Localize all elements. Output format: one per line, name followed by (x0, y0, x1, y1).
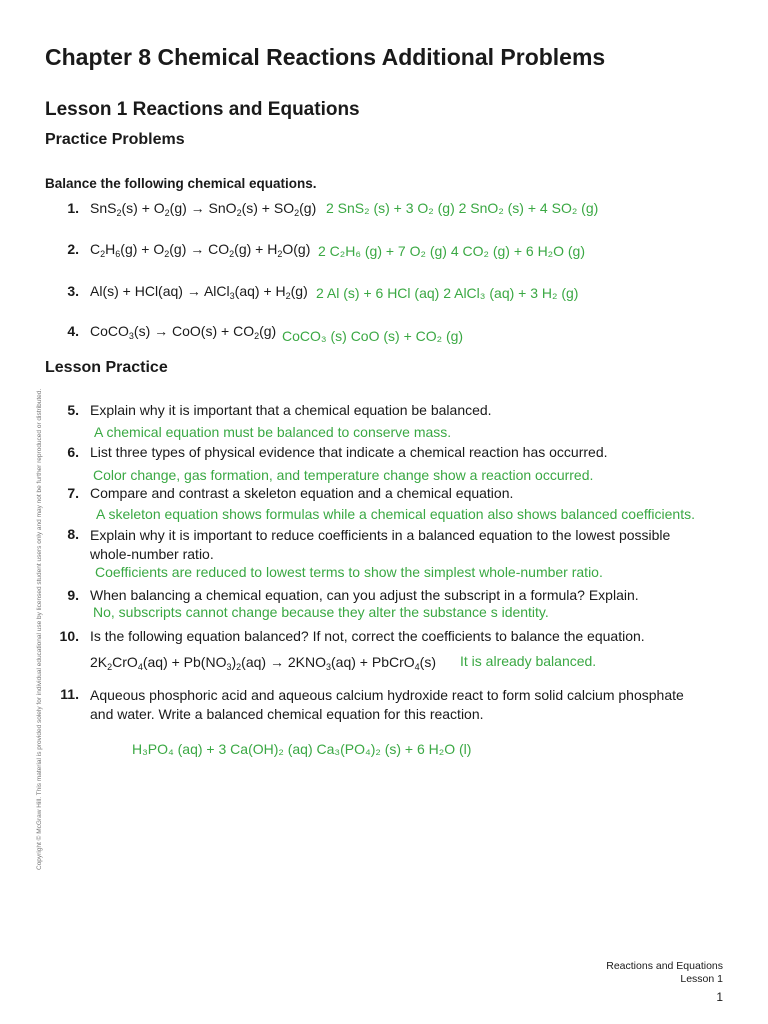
footer-lesson: Lesson 1 (680, 973, 723, 985)
problem-equation: CoCO$_3$(s) → $CoO(s) + CO_2(g)$ (90, 323, 277, 341)
problem-answer: 2 Al (s) + 6 HCl (aq) 2 AlCl₃ (aq) + 3 H₂ (g) (316, 285, 579, 301)
question-answer: It is already balanced. (460, 653, 597, 669)
question-answer: A chemical equation must be balanced to conserve mass. (94, 424, 452, 440)
problem-number: 1. (67, 200, 79, 216)
question-equation: $2K_2CrO_4(aq) + Pb(NO_3)_2(aq) \to 2KNO_3(aq)$ + PbCrO$_4$(s) (90, 654, 436, 672)
question-text: Compare and contrast a skeleton equation and a chemical equation. (90, 485, 514, 501)
question-answer: No, subscripts cannot change because they alter the substance s identity. (93, 604, 549, 620)
page-number: 1 (716, 990, 723, 1004)
question-number: 9. (67, 587, 79, 603)
question-number: 8. (67, 526, 79, 542)
question-text: When balancing a chemical equation, can you adjust the subscript in a formula? Explain. (90, 587, 639, 603)
problem-equation: Al(s) + HCl(aq) → AlCl$_3$(aq) + $H_2(g)$ (90, 283, 308, 301)
problem-answer: CoCO₃ (s) CoO (s) + CO₂ (g) (282, 328, 464, 344)
question-answer: A skeleton equation shows formulas while a chemical equation also shows balanced coefficients. (96, 506, 695, 522)
question-text: Explain why it is important to reduce coefficients in a balanced equation to the lowest possible whole-number ratio. (90, 527, 671, 562)
question-number: 6. (67, 444, 79, 460)
question-number: 5. (67, 402, 79, 418)
question-text: List three types of physical evidence that indicate a chemical reaction has occurred. (90, 444, 608, 460)
question-text: Aqueous phosphoric acid and aqueous calcium hydroxide react to form solid calcium phosphate and water. Write a balanced chemical equation for this reaction. (90, 687, 684, 722)
footer-section-title: Reactions and Equations (606, 960, 723, 972)
copyright-side-text: Copyright © McGraw Hill. This material is provided solely for individual educational use by licensed student users only and may not be further reproduced or distributed. (36, 388, 43, 870)
problem-number: 2. (67, 241, 79, 257)
problem-answer: 2 C₂H₆ (g) + 7 O₂ (g) 4 CO₂ (g) + 6 H₂O (g) (318, 243, 585, 259)
question-number: 11. (60, 686, 79, 702)
question-answer: Color change, gas formation, and temperature change show a reaction occurred. (93, 467, 594, 483)
instruction-text: Balance the following chemical equations. (45, 176, 317, 191)
problem-answer: 2 SnS₂ (s) + 3 O₂ (g) 2 SnO₂ (s) + 4 SO₂ (g) (326, 200, 599, 216)
practice-problems-heading: Practice Problems (45, 131, 185, 148)
question-answer: Coefficients are reduced to lowest terms to show the simplest whole-number ratio. (95, 564, 603, 580)
problem-number: 3. (67, 283, 79, 299)
lesson-practice-heading: Lesson Practice (45, 359, 168, 376)
question-text: Explain why it is important that a chemical equation be balanced. (90, 402, 492, 418)
problem-number: 4. (67, 323, 79, 339)
question-text: Is the following equation balanced? If not, correct the coefficients to balance the equation. (90, 628, 645, 644)
question-answer: H₃PO₄ (aq) + 3 Ca(OH)₂ (aq) Ca₃(PO₄)₂ (s) + 6 H₂O (l) (132, 741, 472, 757)
lesson-title: Lesson 1 Reactions and Equations (45, 99, 360, 120)
question-number: 7. (67, 485, 79, 501)
problem-equation: $C_2H_6(g) + O_2(g) \to CO_2(g) + H_2O(g)$ (90, 241, 311, 259)
problem-equation: $SnS_2(s) + O_2(g) \to SnO_2(s) + SO_2(g)$ (90, 200, 317, 218)
chapter-title: Chapter 8 Chemical Reactions Additional Problems (45, 44, 606, 70)
question-number: 10. (59, 628, 79, 644)
